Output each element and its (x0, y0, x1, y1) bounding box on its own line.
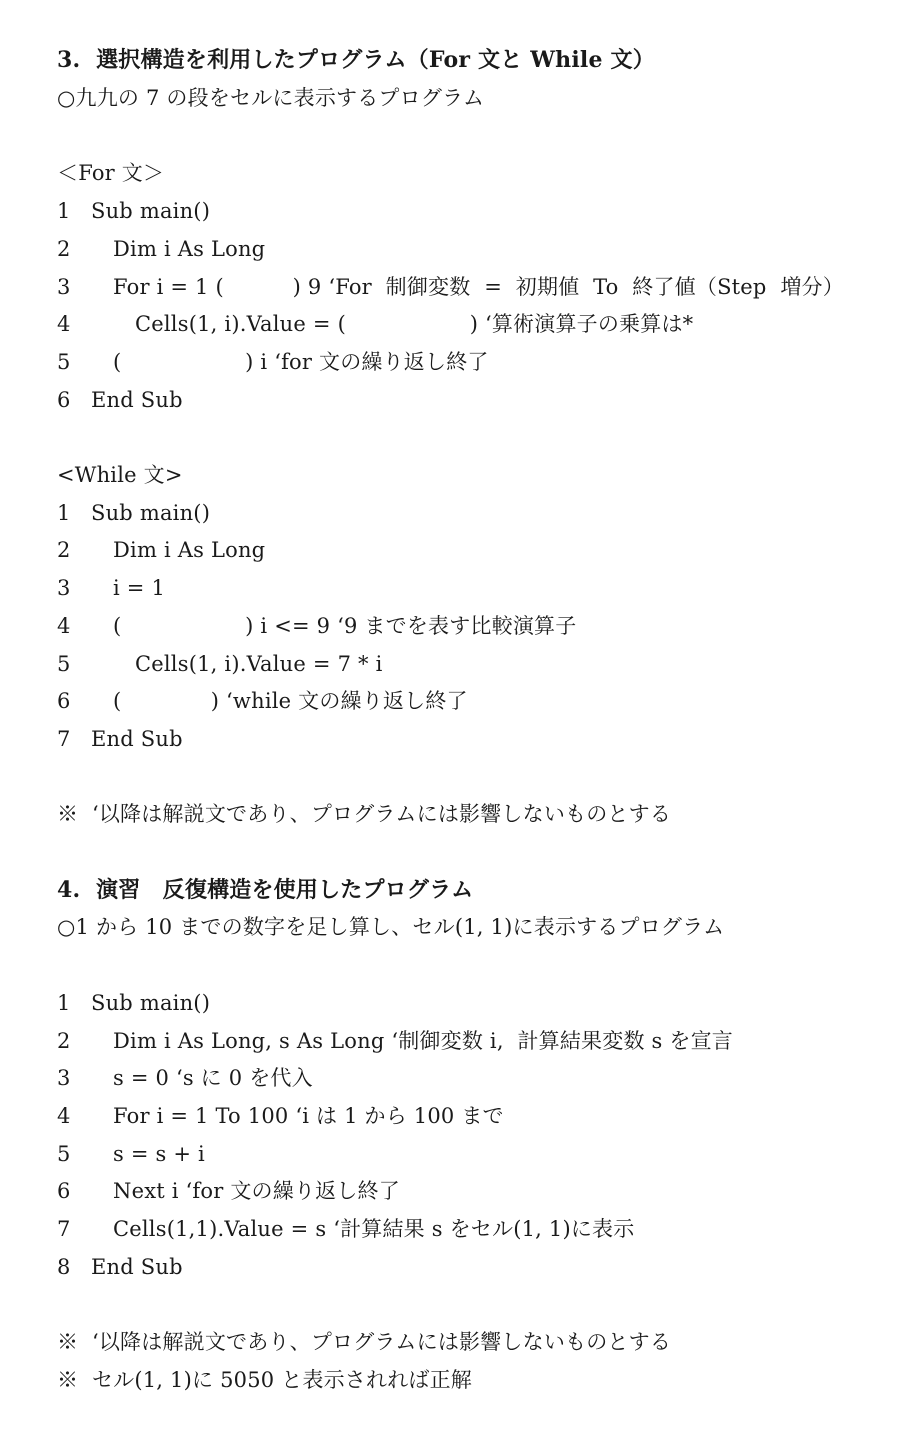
code-text: End Sub (91, 726, 183, 751)
note: ※ ‘以降は解説文であり、プログラムには影響しないものとする (57, 802, 672, 827)
code-line (57, 343, 489, 381)
line-number: 3 (57, 1066, 71, 1091)
code-text: Dim i As Long, s As Long ‘制御変数 i, 計算結果変数 s を宣言 (113, 1028, 733, 1053)
line-number: 5 (57, 349, 71, 374)
code-line (57, 531, 265, 569)
line-number: 1 (57, 990, 71, 1015)
code-text: For i = 1 ( ) 9 ‘For 制御変数 = 初期値 To 終了値（Step 増分） (113, 274, 844, 299)
line-number: 7 (57, 1217, 71, 1241)
code-line (57, 1210, 634, 1248)
line-number: 3 (57, 274, 71, 299)
code-text: Sub main() (91, 500, 211, 525)
code-text: Dim i As Long (113, 538, 266, 563)
code-text: ( ) i ‘for 文の繰り返し終了 (113, 349, 489, 374)
code-line (57, 1248, 183, 1286)
code-text: End Sub (91, 387, 183, 412)
code-block-label: ＜For 文＞ (57, 161, 165, 186)
section-heading: 3. 選択構造を利用したプログラム（For 文と While 文） (57, 47, 655, 74)
code-line (57, 305, 693, 343)
line-number: 4 (57, 1103, 71, 1128)
line-number: 8 (57, 1254, 71, 1279)
line-number: 2 (57, 1028, 71, 1053)
line-number: 7 (57, 726, 71, 751)
code-text: Sub main() (91, 990, 211, 1015)
code-line (57, 607, 576, 645)
code-line (57, 381, 183, 419)
line-number: 1 (57, 199, 71, 224)
code-line (57, 1172, 400, 1210)
code-text: Cells(1,1).Value = s ‘計算結果 s をセル(1, 1)に表示 (113, 1217, 635, 1241)
code-line (57, 984, 210, 1022)
code-text: i = 1 (113, 576, 166, 601)
code-text: For i = 1 To 100 ‘i は 1 から 100 まで (113, 1103, 504, 1128)
code-text: ( ) ‘while 文の繰り返し終了 (113, 689, 468, 714)
line-number: 5 (57, 1141, 71, 1166)
line-number: 2 (57, 538, 71, 563)
code-text: Cells(1, i).Value = 7 * i (135, 651, 383, 676)
code-line (57, 1135, 205, 1173)
line-number: 2 (57, 236, 71, 261)
section-heading: 4. 演習 反復構造を使用したプログラム (57, 876, 474, 903)
code-text: ( ) i <= 9 ‘9 までを表す比較演算子 (113, 613, 577, 638)
code-text: Cells(1, i).Value = ( ) ‘算術演算子の乗算は* (135, 312, 694, 337)
code-line (57, 569, 165, 607)
code-line (57, 1097, 504, 1135)
line-number: 1 (57, 500, 71, 525)
code-text: s = s + i (113, 1141, 205, 1166)
section-subtitle: ○1 から 10 までの数字を足し算し、セル(1, 1)に表示するプログラム (57, 915, 725, 940)
code-text: End Sub (91, 1254, 183, 1279)
note: ※ ‘以降は解説文であり、プログラムには影響しないものとする (57, 1330, 672, 1355)
line-number: 6 (57, 1179, 71, 1204)
line-number: 4 (57, 312, 71, 337)
code-text: s = 0 ‘s に 0 を代入 (113, 1066, 313, 1091)
code-line (57, 1059, 313, 1097)
line-number: 4 (57, 613, 71, 638)
code-text: Next i ‘for 文の繰り返し終了 (113, 1179, 400, 1204)
line-number: 6 (57, 689, 71, 714)
code-text: Sub main() (91, 199, 211, 224)
code-block-label: <While 文> (57, 463, 183, 487)
code-line (57, 1022, 733, 1060)
code-line (57, 682, 468, 720)
code-line (57, 720, 183, 758)
line-number: 6 (57, 387, 71, 412)
code-line (57, 192, 210, 230)
code-line (57, 230, 265, 268)
note: ※ セル(1, 1)に 5050 と表示されれば正解 (57, 1367, 473, 1392)
line-number: 3 (57, 576, 71, 601)
code-text: Dim i As Long (113, 236, 266, 261)
code-line (57, 645, 383, 683)
line-number: 5 (57, 651, 71, 676)
section-subtitle: ○九九の 7 の段をセルに表示するプログラム (57, 86, 485, 110)
code-line (57, 268, 844, 306)
code-line (57, 494, 210, 532)
